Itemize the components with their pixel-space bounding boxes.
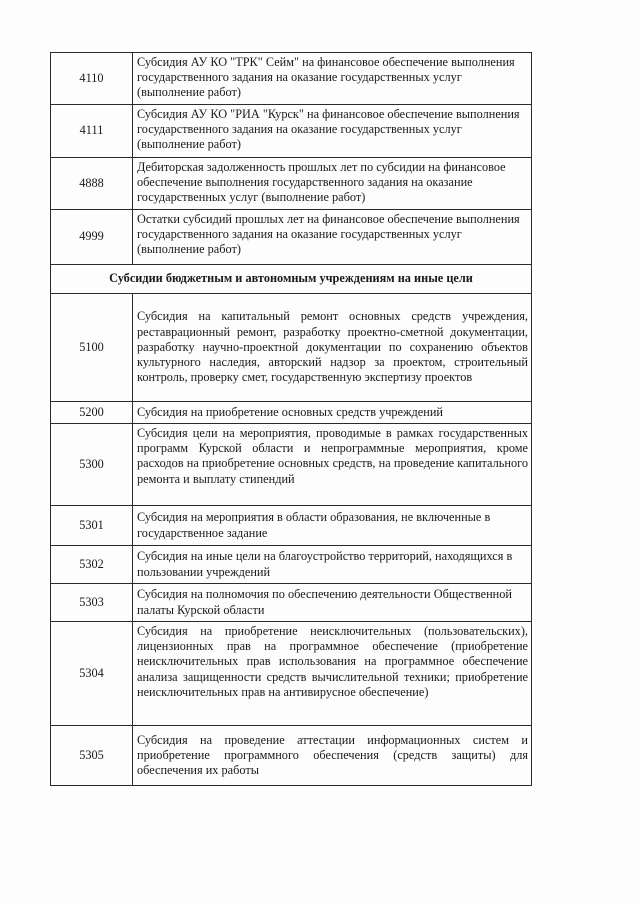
description-cell: Субсидия на приобретение неисключительных (пользовательских), лицензионных прав на программное обеспечение (приобретение неисключительных прав использования на программное обеспечение анализа защищенности средств вычислительной техники; приобретение неисключительных прав на антивирусное обеспечение): [133, 622, 532, 726]
description-cell: Субсидия на капитальный ремонт основных средств учреждения, реставрационный ремонт, разработку проектно-сметной документации, разработку научно-проектной документации по сохранению объектов культурного наследия, авторский надзор за проектом, строительный контроль, проверку смет, государственную экспертизу проектов: [133, 294, 532, 402]
table-row: [51, 424, 532, 506]
table-row: [51, 158, 532, 210]
description-cell: Субсидия на иные цели на благоустройство территорий, находящихся в пользовании учреждений: [133, 546, 532, 584]
code-cell: 5303: [51, 584, 133, 622]
description-cell: Дебиторская задолженность прошлых лет по субсидии на финансовое обеспечение выполнения государственного задания на оказание государственных услуг (выполнение работ): [133, 158, 532, 210]
code-cell: 5100: [51, 294, 133, 402]
description-cell: Субсидия на мероприятия в области образования, не включенные в государственное задание: [133, 506, 532, 546]
table-row: [51, 622, 532, 726]
code-cell: 5305: [51, 726, 133, 786]
description-cell: Субсидия на проведение аттестации информационных систем и приобретение программного обеспечения (средств защиты) для обеспечения их работы: [133, 726, 532, 786]
table-row: [51, 53, 532, 105]
section-header-row: [51, 265, 532, 294]
description-cell: Субсидия цели на мероприятия, проводимые в рамках государственных программ Курской области и непрограммные мероприятия, кроме расходов на приобретение основных средств, на проведение капитального ремонта и выплату стипендий: [133, 424, 532, 506]
table-row: [51, 726, 532, 786]
description-cell: Субсидия на приобретение основных средств учреждений: [133, 402, 532, 424]
code-cell: 5304: [51, 622, 133, 726]
table-row: [51, 402, 532, 424]
subsidy-codes-table: [50, 52, 532, 786]
description-cell: Субсидия АУ КО "ТРК" Сейм" на финансовое обеспечение выполнения государственного задания на оказание государственных услуг (выполнение работ): [133, 53, 532, 105]
code-cell: 5200: [51, 402, 133, 424]
description-cell: Остатки субсидий прошлых лет на финансовое обеспечение выполнения государственного задания на оказание государственных услуг (выполнение работ): [133, 210, 532, 265]
table-row: [51, 546, 532, 584]
section-title: Субсидии бюджетным и автономным учреждениям на иные цели: [51, 265, 532, 294]
code-cell: 4110: [51, 53, 133, 105]
code-cell: 5301: [51, 506, 133, 546]
code-cell: 5300: [51, 424, 133, 506]
code-cell: 5302: [51, 546, 133, 584]
table-row: [51, 506, 532, 546]
code-cell: 4999: [51, 210, 133, 265]
table-row: [51, 210, 532, 265]
table-row: [51, 105, 532, 158]
code-cell: 4111: [51, 105, 133, 158]
table-row: [51, 584, 532, 622]
description-cell: Субсидия АУ КО "РИА "Курск" на финансовое обеспечение выполнения государственного задания на оказание государственных услуг (выполнение работ): [133, 105, 532, 158]
code-cell: 4888: [51, 158, 133, 210]
description-cell: Субсидия на полномочия по обеспечению деятельности Общественной палаты Курской области: [133, 584, 532, 622]
table-row: [51, 294, 532, 402]
